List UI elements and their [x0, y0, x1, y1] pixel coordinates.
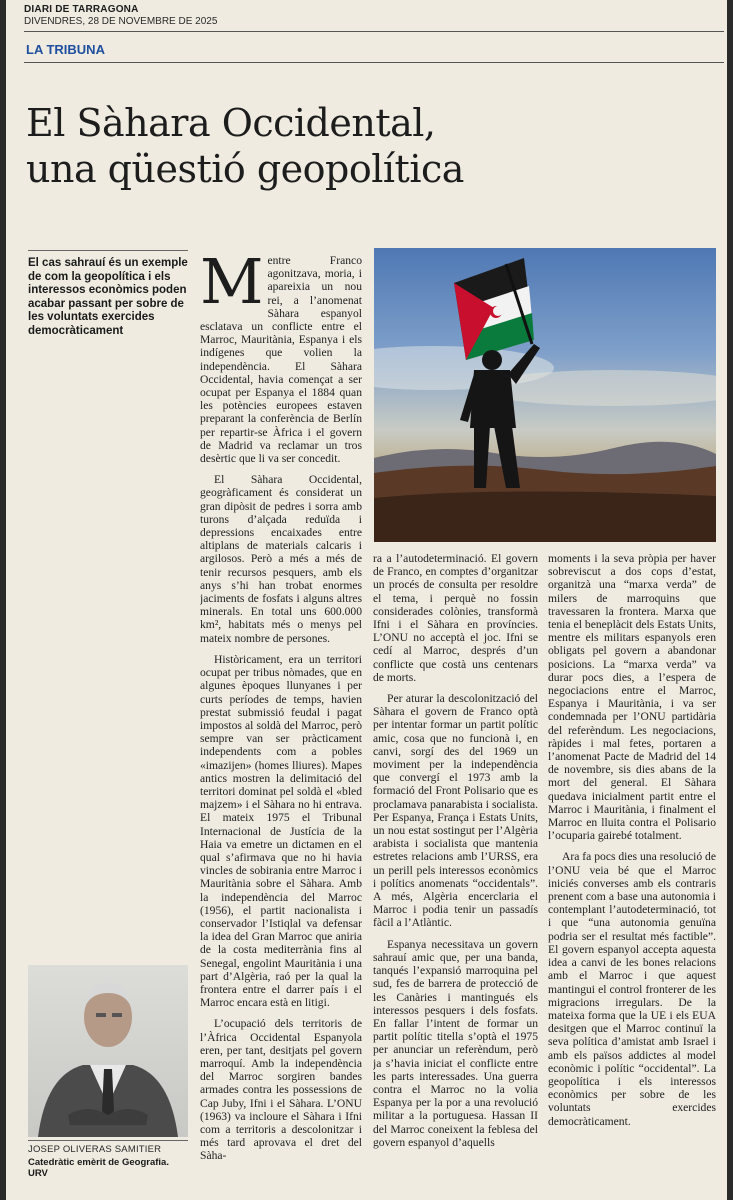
paragraph: Per aturar la descolonització del Sàhara el govern de Franco optà per intentar formar un partit polític amic, cosa que no funcionà i, en canvi, sorgí des del 1969 un moviment per la independència que convergí el 1973 amb la formació del Front Polisario que es proclamava panarabista i socialista. Per Espanya, França i Estats Units, un nou estat sostingut per l’Algèria arabista i socialista que mantenia estretes relacions amb l’URSS, era un perill pels interessos econòmics i polítics anomenats “occidentals”. A més, Algèria encerclaria el Marroc i podia tenir un passadís fàcil a l’Atlàntic. — [373, 692, 538, 930]
body-column-3 — [548, 552, 716, 1182]
article-photo-flag-silhouette — [374, 248, 716, 542]
article-lead: El cas sahrauí és un exemple de com la geopolítica i els interessos econòmics poden acabar passant per sobre de les voluntats exercides democràticament — [28, 257, 188, 337]
byline-rule — [28, 1140, 188, 1141]
author-byline — [28, 1140, 188, 1179]
paragraph: Espanya necessitava un govern sahrauí amic que, per una banda, tanqués l’expansió marroquina pel sud, fes de barrera de protecció de les Canàries i mantingués els interessos pesquers i dels fosfats. En fallar l’intent de formar un partit polític titella s’optà el 1975 per anunciar un referèndum, però ja s’havia iniciat el conflicte entre les parts interessades. Una guerra contra el Marroc no la volia Espanya per la por a una revolució militar a la portuguesa. Hassan II del Marroc coneixent la feblesa del govern espanyol d’aquells — [373, 937, 538, 1149]
lead-rule — [28, 250, 188, 251]
paragraph: Històricament, era un territori ocupat per tribus nòmades, que en algunes èpoques llunyanes i per curts períodes de temps, havien prestat submissió feudal i pagat impostos al soldà del Marroc, però sempre van ser pràcticament independents com a pobles «imazijen» (homes lliures). Mapes antics mostren la delimitació del territori dominat pel soldà el «bled majzem» i el Sàhara no hi entrava. El mateix 1975 el Tribunal Internacional de Justícia de la Haia va emetre un dictamen en el qual s’afirmava que no hi havia vincles de sobirania entre Marroc i Mauritània sobre el Sàhara. Amb la independència del Marroc (1956), el partit nacionalista i conservador l’Istiqlal va defensar la idea del Gran Marroc que aniria de la costa mediterrània fins al Senegal, engolint Mauritània i una part d’Algèria, raó per la qual la frontera entre el darrer país i el Marroc encara està en litigi. — [200, 652, 362, 1010]
author-name: JOSEP OLIVERAS SAMITIER — [28, 1144, 162, 1155]
section-label: LA TRIBUNA — [26, 42, 105, 57]
body-column-1 — [200, 254, 362, 1184]
issue-date: DIVENDRES, 28 DE NOVEMBRE DE 2025 — [24, 16, 218, 27]
article-headline — [26, 100, 716, 192]
masthead-rule — [24, 31, 724, 32]
paragraph: ra a l’autodeterminació. El govern de Franco, en comptes d’organitzar un procés de consulta per resoldre el tema, i perquè no fossin considerades colònies, transformà Ifni i el Sàhara en províncies. L’ONU no acceptà el joc. Ifni se cedí al Marroc, després d’un conflicte que costà uns centenars de morts. — [373, 552, 538, 684]
body-column-2 — [373, 552, 538, 1182]
masthead — [24, 4, 724, 27]
flag-silhouette-illustration — [374, 248, 716, 542]
author-photo-icon — [28, 965, 188, 1137]
section-rule — [24, 62, 724, 63]
author-role: Catedràtic emèrit de Geografia. URV — [28, 1157, 169, 1179]
newspaper-name: DIARI DE TARRAGONA — [24, 4, 139, 15]
paragraph: El Sàhara Occidental, geogràficament és considerat un gran dipòsit de pedres i sorra amb turons d’alçada reduïda i depressions encaixades entre altiplans de materials calcaris i argilosos. Però a més a més de tenir recursos pesquers, amb els anys s’hi han trobat enormes jaciments de fosfats i alguns altres minerals. En total uns 600.000 km², habitats més o menys pel mateix nombre de persones. — [200, 473, 362, 645]
headline-line-2: una qüestió geopolítica — [26, 147, 464, 191]
lead-box — [28, 250, 188, 338]
author-portrait — [28, 965, 188, 1137]
paragraph: Mentre Franco agonitzava, moria, i apareixia un nou rei, a l’anomenat Sàhara espanyol esclatava un conflicte entre el Marroc, Mauritània, Espanya i els indígenes que volien la independència. El Sàhara Occidental, havia començat a ser ocupat per Espanya el 1884 quan les potències europees estaven preparant la conferència de Berlín per repartir-se Àfrica i el govern de Madrid va reclamar un tros desèrtic que li va ser concedit. — [200, 254, 362, 466]
headline-line-1: El Sàhara Occidental, — [26, 101, 436, 145]
paragraph: Ara fa pocs dies una resolució de l’ONU veia bé que el Marroc iniciés converses amb els contraris prenent com a base una autonomia i contemplant l’autodeterminació, tot i que “una autonomia genuïna podria ser el resultat més factible”. El govern espanyol accepta aquesta idea a canvi de les bones relacions amb el Marroc i que aquest mantingui el control fronterer de les migracions irregulars. De la mateixa forma que la UE i els EUA desitgen que el Marroc continuï la seva política d’amistat amb Israel i amb els països addictes al model econòmic i polític “occidental”. La geopolítica i els interessos econòmics per sobre de les voluntats exercides democràticament. — [548, 850, 716, 1128]
drop-cap: M — [200, 254, 264, 318]
newspaper-page — [6, 0, 727, 1200]
paragraph: moments i la seva pròpia per haver sobreviscut a dos cops d’estat, organitzà una “marxa verda” de milers de marroquins que travessaren la frontera. Marxa que tenia el beneplàcit dels Estats Units, mentre els militars espanyols eren obligats pel govern a abandonar posicions. La “marxa verda” va durar pocs dies, a l’espera de negociacions entre el Marroc, Espanya i Mauritània, i va ser condemnada per l’ONU partidària del referèndum. Les negociacions, ràpides i mal fetes, portaren a l’anomenat Pacte de Madrid del 14 de novembre, sis dies abans de la mort del general. El Sàhara quedava inicialment partit entre el Marroc i Mauritània, i finalment el Marroc en lluita contra el Polisario l’ocuparia gairebé totalment. — [548, 552, 716, 843]
paragraph: L’ocupació dels territoris de l’Àfrica Occidental Espanyola eren, per tant, desitjats pel govern marroquí. Amb la independència del Marroc sorgiren bandes armades contra les possessions de Cap Juby, Ifni i el Sàhara. L’ONU (1963) va incloure el Sàhara i Ifni com a territoris a descolonitzar i més tard aprovava el dret del Sàha- — [200, 1017, 362, 1163]
